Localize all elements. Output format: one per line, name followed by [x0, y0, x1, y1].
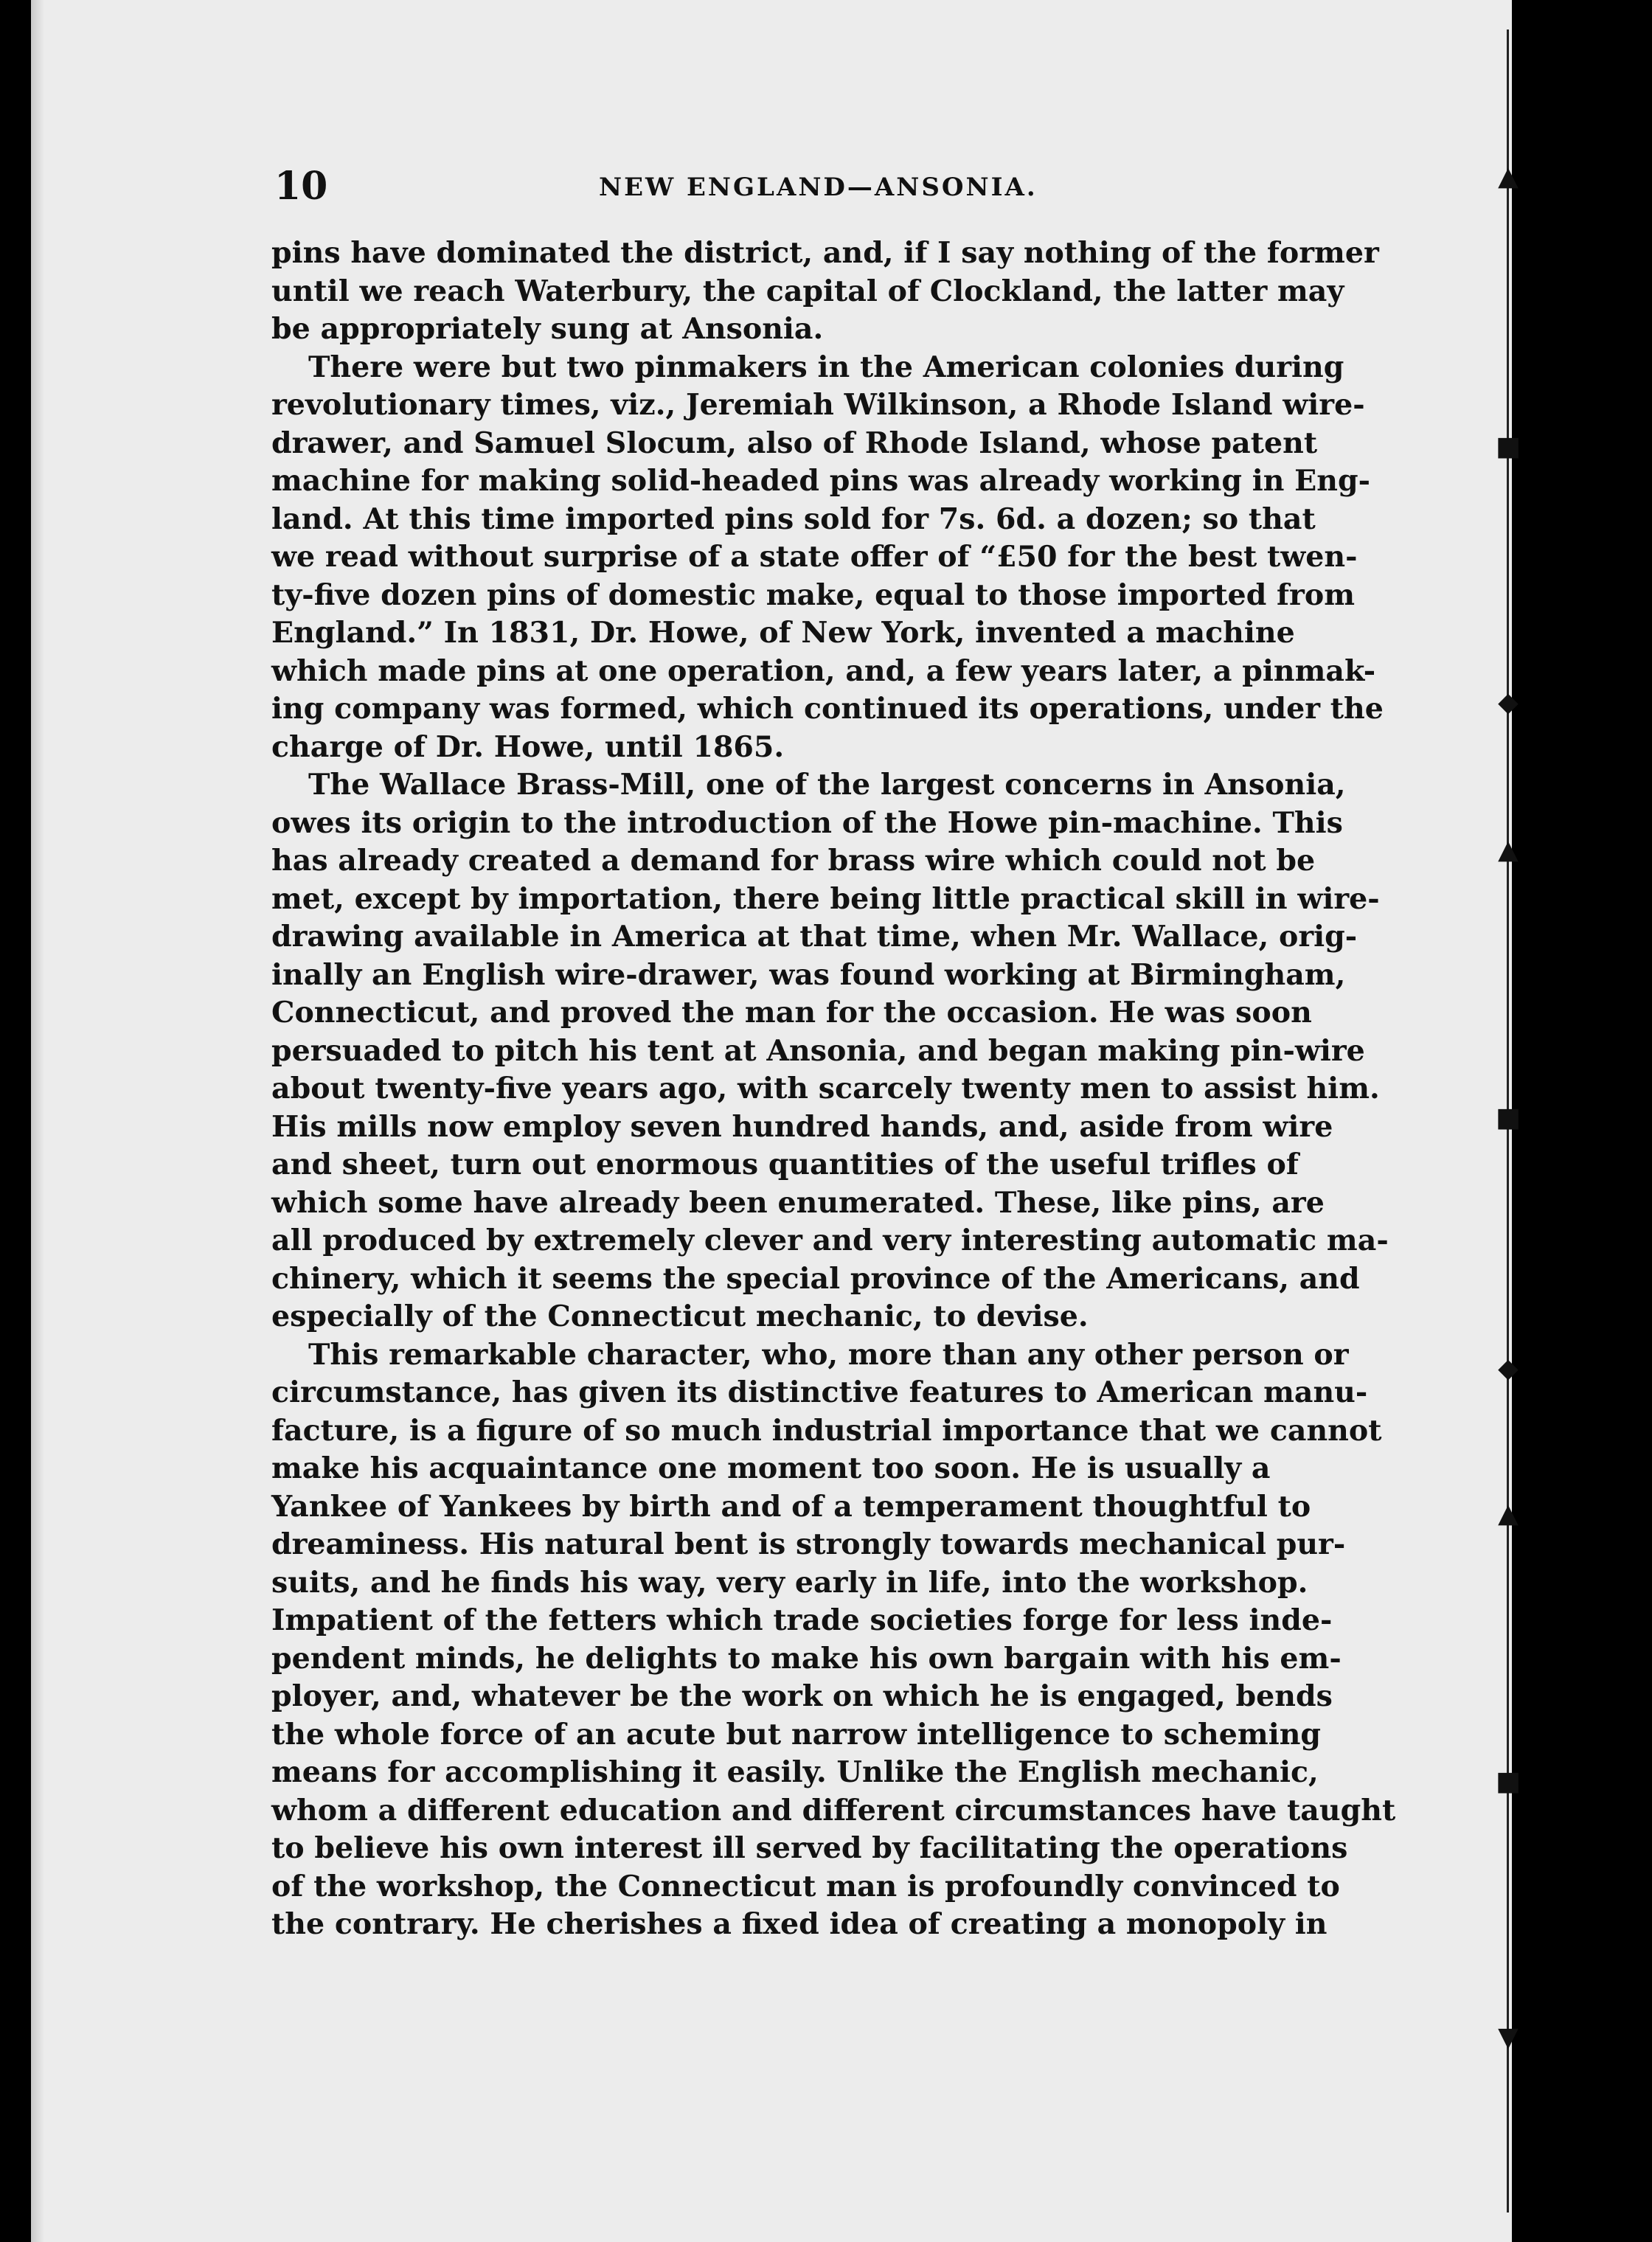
page-number: 10 [274, 164, 328, 209]
text-line: we read without surprise of a state offer of “£50 for the best twen- [271, 540, 1358, 574]
text-line: There were but two pinmakers in the American colonies during [308, 350, 1344, 384]
text-line: ty-five dozen pins of domestic make, equal to those imported from [271, 577, 1356, 612]
text-line: Yankee of Yankees by birth and of a temperament thoughtful to [271, 1489, 1311, 1524]
text-line: be appropriately sung at Ansonia. [271, 312, 824, 346]
margin-tick-mark: ■ [1495, 1103, 1521, 1133]
text-line: of the workshop, the Connecticut man is profoundly convinced to [271, 1869, 1340, 1903]
text-line: make his acquaintance one moment too soon. He is usually a [271, 1451, 1271, 1485]
text-line: which made pins at one operation, and, a few years later, a pinmak- [271, 653, 1376, 688]
text-line: whom a different education and different circumstances have taught [271, 1793, 1396, 1828]
text-line: means for accomplishing it easily. Unlike the English mechanic, [271, 1755, 1319, 1789]
text-line: machine for making solid-headed pins was already working in Eng- [271, 464, 1371, 498]
text-line: chinery, which it seems the special province of the Americans, and [271, 1261, 1360, 1296]
text-line: until we reach Waterbury, the capital of Clockland, the latter may [271, 274, 1344, 308]
text-line: dreaminess. His natural bent is strongly towards mechanical pur- [271, 1527, 1346, 1561]
margin-tick-mark: ▲ [1498, 162, 1519, 192]
margin-tick-mark: ◆ [1498, 1353, 1519, 1384]
margin-tick-mark: ▲ [1498, 835, 1519, 865]
scanned-page [31, 0, 1512, 2242]
text-line: inally an English wire-drawer, was found working at Birmingham, [271, 957, 1346, 992]
margin-tick-mark: ▲ [1498, 1499, 1519, 1529]
text-line: met, except by importation, there being little practical skill in wire- [271, 881, 1380, 916]
text-line: ing company was formed, which continued its operations, under the [271, 692, 1384, 726]
text-line: England.” In 1831, Dr. Howe, of New York, invented a machine [271, 616, 1295, 650]
text-line: about twenty-five years ago, with scarcely twenty men to assist him. [271, 1072, 1380, 1106]
margin-tick-mark: ◆ [1498, 687, 1519, 718]
text-line: This remarkable character, who, more than any other person or [308, 1337, 1349, 1372]
margin-tick-mark: ■ [1495, 1766, 1521, 1797]
text-line: revolutionary times, viz., Jeremiah Wilkinson, a Rhode Island wire- [271, 388, 1365, 422]
text-line: owes its origin to the introduction of the Howe pin-machine. This [271, 805, 1343, 840]
text-line: Impatient of the fetters which trade societies forge for less inde- [271, 1603, 1333, 1637]
text-line: pins have dominated the district, and, if I say nothing of the former [271, 236, 1379, 270]
text-line: charge of Dr. Howe, until 1865. [271, 729, 785, 764]
text-line: drawing available in America at that time, when Mr. Wallace, orig- [271, 920, 1358, 954]
text-line: pendent minds, he delights to make his own bargain with his em- [271, 1641, 1342, 1676]
body-text [271, 235, 1396, 1944]
text-line: the contrary. He cherishes a fixed idea of creating a monopoly in [271, 1907, 1328, 1941]
text-line: and sheet, turn out enormous quantities of the useful trifles of [271, 1148, 1299, 1181]
text-line: His mills now employ seven hundred hands, and, aside from wire [271, 1109, 1333, 1144]
text-line: drawer, and Samuel Slocum, also of Rhode Island, whose patent [271, 426, 1318, 460]
page-header [274, 164, 1344, 215]
text-line: persuaded to pitch his tent at Ansonia, and began making pin-wire [271, 1033, 1365, 1068]
text-line: which some have already been enumerated. These, like pins, are [271, 1185, 1325, 1220]
text-line: suits, and he finds his way, very early in life, into the workshop. [271, 1565, 1308, 1600]
text-line: circumstance, has given its distinctive features to American manu- [271, 1375, 1368, 1409]
spine-shadow [31, 0, 44, 2242]
text-line: has already created a demand for brass wire which could not be [271, 844, 1316, 878]
text-line: land. At this time imported pins sold for 7s. 6d. a dozen; so that [271, 502, 1316, 536]
text-line: Connecticut, and proved the man for the occasion. He was soon [271, 996, 1312, 1030]
text-line: the whole force of an acute but narrow intelligence to scheming [271, 1717, 1322, 1752]
text-line: facture, is a figure of so much industrial importance that we cannot [271, 1413, 1382, 1448]
text-line: The Wallace Brass-Mill, one of the largest concerns in Ansonia, [308, 768, 1346, 802]
text-line: ployer, and, whatever be the work on which he is engaged, bends [271, 1679, 1333, 1713]
margin-tick-mark: ▼ [1498, 2022, 1519, 2052]
text-line: to believe his own interest ill served by facilitating the operations [271, 1831, 1348, 1865]
margin-tick-mark: ■ [1495, 431, 1521, 462]
text-line: all produced by extremely clever and very interesting automatic ma- [271, 1224, 1389, 1257]
running-head: NEW ENGLAND—ANSONIA. [599, 173, 1038, 202]
text-line: especially of the Connecticut mechanic, to devise. [271, 1299, 1089, 1333]
